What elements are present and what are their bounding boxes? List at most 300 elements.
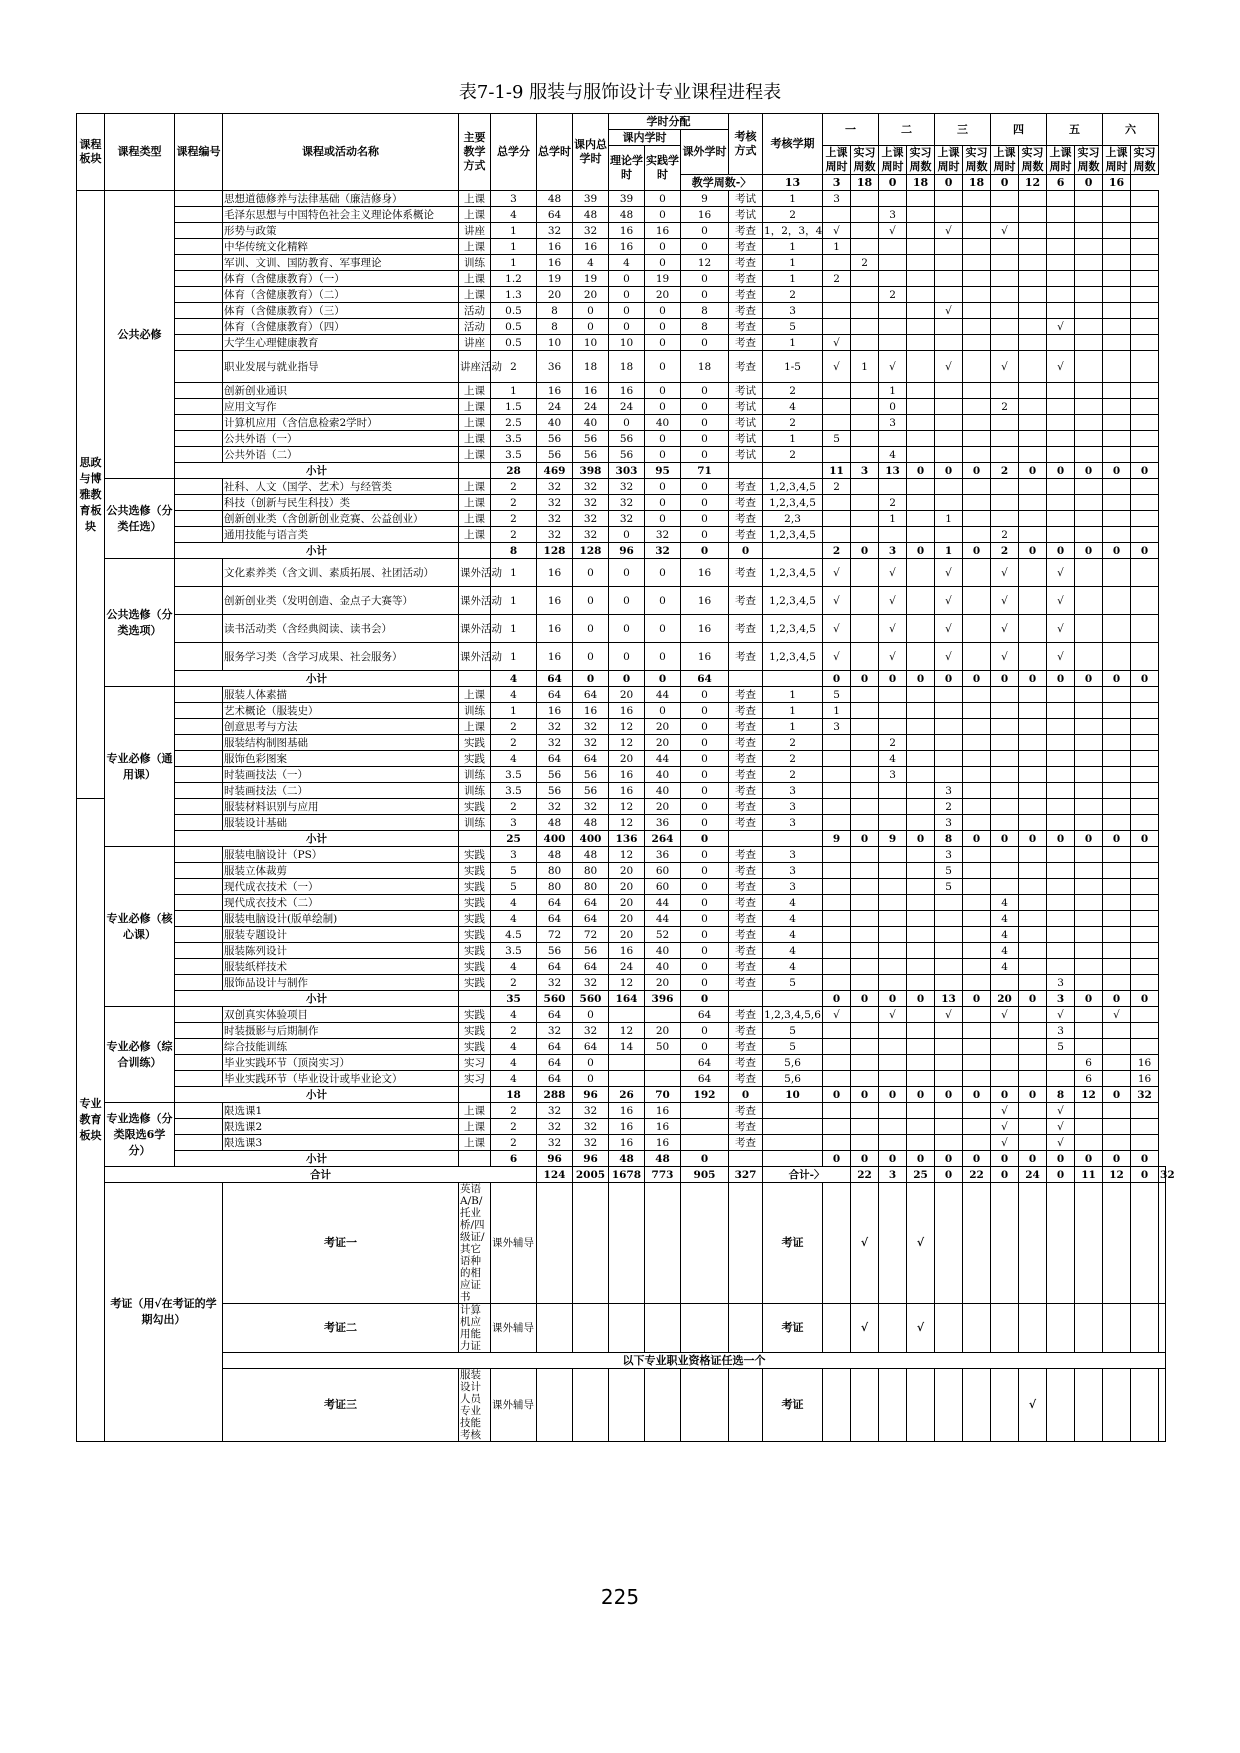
semester-cell bbox=[991, 271, 1019, 287]
out-hours-cell: 0 bbox=[681, 495, 729, 511]
semester-cell bbox=[935, 1135, 963, 1151]
semester-cell: √ bbox=[991, 1135, 1019, 1151]
course-code-cell bbox=[175, 1071, 223, 1087]
course-row bbox=[77, 447, 1166, 463]
semester-cell bbox=[1103, 383, 1131, 399]
semester-cell bbox=[1019, 943, 1047, 959]
semester-cell: 0 bbox=[1131, 463, 1159, 479]
semester-cell bbox=[1103, 255, 1131, 271]
theory-cell: 24 bbox=[609, 399, 645, 415]
course-type-cell: 公共选修（分类选项） bbox=[105, 559, 175, 687]
semester-cell bbox=[935, 1039, 963, 1055]
semester-cell bbox=[1131, 959, 1159, 975]
course-code-cell bbox=[175, 399, 223, 415]
semester-cell bbox=[1075, 287, 1103, 303]
credits-cell: 4 bbox=[491, 911, 537, 927]
semester-cell bbox=[1103, 1055, 1131, 1071]
semester-cell: 11 bbox=[823, 463, 851, 479]
mode-cell bbox=[459, 463, 491, 479]
cert-code: 考证一 bbox=[223, 1183, 459, 1304]
semester-cell bbox=[963, 815, 991, 831]
course-code-cell bbox=[175, 511, 223, 527]
credits-cell: 28 bbox=[491, 463, 537, 479]
semester-cell bbox=[1131, 1103, 1159, 1119]
semester-cell bbox=[1131, 815, 1159, 831]
semester-cell bbox=[1131, 527, 1159, 543]
out-hours-cell: 0 bbox=[681, 1039, 729, 1055]
in-total-cell: 0 bbox=[573, 615, 609, 643]
hours-cell: 64 bbox=[537, 895, 573, 911]
course-name-cell: 服饰色彩图案 bbox=[223, 751, 459, 767]
in-total-cell: 128 bbox=[573, 543, 609, 559]
out-hours-cell: 0 bbox=[681, 751, 729, 767]
exam-term-cell: 1,2,3,4,5 bbox=[763, 587, 823, 615]
semester-cell bbox=[823, 879, 851, 895]
semester-cell bbox=[1131, 479, 1159, 495]
exam-mode-cell: 考查 bbox=[729, 847, 763, 863]
out-hours-cell: 0 bbox=[681, 991, 729, 1007]
hours-cell: 72 bbox=[537, 927, 573, 943]
semester-cell bbox=[963, 751, 991, 767]
course-code-cell bbox=[175, 255, 223, 271]
semester-cell bbox=[1019, 911, 1047, 927]
semester-cell bbox=[1131, 239, 1159, 255]
semester-cell bbox=[963, 719, 991, 735]
exam-term-cell: 4 bbox=[763, 927, 823, 943]
course-name-cell: 中华传统文化精粹 bbox=[223, 239, 459, 255]
credits-cell: 3.5 bbox=[491, 783, 537, 799]
semester-cell: 0 bbox=[879, 399, 907, 415]
semester-cell bbox=[1047, 783, 1075, 799]
course-row bbox=[77, 207, 1166, 223]
semester-cell: 4 bbox=[991, 959, 1019, 975]
mode-cell: 实践 bbox=[459, 735, 491, 751]
semester-cell bbox=[851, 719, 879, 735]
semester-cell: 0 bbox=[851, 671, 879, 687]
semester-cell bbox=[1075, 335, 1103, 351]
cert-code: 考证二 bbox=[223, 1304, 459, 1353]
course-code-cell bbox=[175, 895, 223, 911]
theory-cell: 56 bbox=[609, 447, 645, 463]
mode-cell: 课外活动 bbox=[459, 587, 491, 615]
exam-term-cell: 2 bbox=[763, 447, 823, 463]
semester-cell bbox=[879, 799, 907, 815]
credits-cell: 1 bbox=[491, 239, 537, 255]
practice-cell: 60 bbox=[645, 863, 681, 879]
semester-cell bbox=[823, 975, 851, 991]
course-row bbox=[77, 643, 1166, 671]
theory-cell: 4 bbox=[609, 255, 645, 271]
semester-cell bbox=[1103, 527, 1131, 543]
semester-cell: 2 bbox=[823, 479, 851, 495]
exam-term-cell: 1,2,3,4,5 bbox=[763, 527, 823, 543]
semester-cell: 0 bbox=[823, 991, 851, 1007]
out-hours-cell: 0 bbox=[681, 943, 729, 959]
semester-cell bbox=[963, 927, 991, 943]
semester-cell bbox=[963, 735, 991, 751]
exam-term-cell bbox=[763, 543, 823, 559]
course-name-cell: 时装画技法（一） bbox=[223, 767, 459, 783]
hours-cell: 16 bbox=[537, 643, 573, 671]
header-lec: 上课周时 bbox=[879, 146, 907, 175]
hours-cell: 48 bbox=[537, 847, 573, 863]
semester-cell bbox=[879, 1103, 907, 1119]
theory-cell: 20 bbox=[609, 927, 645, 943]
semester-cell bbox=[907, 1007, 935, 1023]
out-hours-cell: 0 bbox=[681, 223, 729, 239]
in-total-cell: 96 bbox=[573, 1087, 609, 1103]
course-row bbox=[77, 1119, 1166, 1135]
semester-cell bbox=[1103, 287, 1131, 303]
semester-cell bbox=[851, 1071, 879, 1087]
semester-cell bbox=[1103, 1039, 1131, 1055]
page-number: 225 bbox=[600, 1585, 640, 1609]
theory-cell: 16 bbox=[609, 783, 645, 799]
course-code-cell bbox=[175, 943, 223, 959]
course-row bbox=[77, 895, 1166, 911]
empty-cell bbox=[729, 1369, 763, 1442]
semester-cell bbox=[963, 767, 991, 783]
theory-cell: 18 bbox=[609, 351, 645, 383]
subtotal-row bbox=[77, 1087, 1166, 1103]
semester-cell: 0 bbox=[1075, 543, 1103, 559]
weeks-value: 3 bbox=[823, 175, 851, 191]
semester-cell: √ bbox=[991, 615, 1019, 643]
semester-cell: 9 bbox=[823, 831, 851, 847]
semester-cell bbox=[907, 447, 935, 463]
exam-term-cell: 3 bbox=[763, 847, 823, 863]
in-total-cell: 16 bbox=[573, 239, 609, 255]
cert-exam: 考证 bbox=[763, 1304, 823, 1353]
exam-mode-cell: 考查 bbox=[729, 223, 763, 239]
in-total-cell: 48 bbox=[573, 847, 609, 863]
semester-cell: √ bbox=[1047, 587, 1075, 615]
hours-cell: 32 bbox=[537, 223, 573, 239]
semester-cell bbox=[907, 287, 935, 303]
in-total-cell: 0 bbox=[573, 1071, 609, 1087]
exam-term-cell: 3 bbox=[763, 783, 823, 799]
practice-cell: 36 bbox=[645, 815, 681, 831]
semester-cell bbox=[1019, 271, 1047, 287]
semester-cell: √ bbox=[823, 643, 851, 671]
out-hours-cell: 16 bbox=[681, 559, 729, 587]
out-hours-cell: 0 bbox=[681, 847, 729, 863]
practice-cell: 20 bbox=[645, 1023, 681, 1039]
hours-cell: 56 bbox=[537, 431, 573, 447]
credits-cell: 1.3 bbox=[491, 287, 537, 303]
practice-cell: 0 bbox=[645, 239, 681, 255]
credits-cell: 3.5 bbox=[491, 431, 537, 447]
semester-cell: 5 bbox=[935, 863, 963, 879]
semester-cell bbox=[879, 975, 907, 991]
credits-cell: 4 bbox=[491, 751, 537, 767]
in-total-cell: 32 bbox=[573, 1119, 609, 1135]
semester-cell: 4 bbox=[879, 447, 907, 463]
hours-cell: 64 bbox=[537, 687, 573, 703]
hours-cell: 40 bbox=[537, 415, 573, 431]
course-code-cell bbox=[175, 975, 223, 991]
semester-cell bbox=[1103, 943, 1131, 959]
course-row bbox=[77, 527, 1166, 543]
semester-cell bbox=[1075, 767, 1103, 783]
semester-cell bbox=[935, 719, 963, 735]
semester-cell bbox=[991, 687, 1019, 703]
semester-cell bbox=[991, 191, 1019, 207]
practice-cell bbox=[645, 1071, 681, 1087]
semester-cell bbox=[991, 447, 1019, 463]
semester-cell bbox=[1103, 511, 1131, 527]
semester-cell bbox=[823, 527, 851, 543]
semester-cell bbox=[879, 319, 907, 335]
semester-cell bbox=[907, 303, 935, 319]
credits-cell: 1 bbox=[491, 255, 537, 271]
course-row bbox=[77, 1023, 1166, 1039]
exam-mode-cell: 考查 bbox=[729, 975, 763, 991]
semester-cell bbox=[963, 303, 991, 319]
in-total-cell: 560 bbox=[573, 991, 609, 1007]
semester-cell: 0 bbox=[851, 1151, 879, 1167]
course-code-cell bbox=[175, 559, 223, 587]
semester-cell: 1 bbox=[935, 543, 963, 559]
practice-cell: 0 bbox=[645, 191, 681, 207]
semester-cell bbox=[1019, 239, 1047, 255]
semester-cell bbox=[907, 1023, 935, 1039]
course-name-cell: 读书活动类（含经典阅读、读书会） bbox=[223, 615, 459, 643]
theory-cell: 20 bbox=[609, 751, 645, 767]
course-name-cell: 限选课3 bbox=[223, 1135, 459, 1151]
credits-cell: 2 bbox=[491, 1023, 537, 1039]
semester-cell bbox=[963, 527, 991, 543]
mode-cell: 上课 bbox=[459, 719, 491, 735]
total-semester: 12 bbox=[1103, 1167, 1131, 1183]
semester-cell bbox=[879, 879, 907, 895]
semester-cell: √ bbox=[935, 1007, 963, 1023]
exam-mode-cell: 考查 bbox=[729, 271, 763, 287]
exam-mode-cell bbox=[729, 463, 763, 479]
mode-cell: 实践 bbox=[459, 1007, 491, 1023]
header-prac: 实习周数 bbox=[907, 146, 935, 175]
semester-cell bbox=[1075, 719, 1103, 735]
header-prac: 实习周数 bbox=[1075, 146, 1103, 175]
exam-mode-cell: 考试 bbox=[729, 191, 763, 207]
course-name-cell: 毕业实践环节（毕业设计或毕业论文） bbox=[223, 1071, 459, 1087]
course-row bbox=[77, 847, 1166, 863]
semester-cell: 0 bbox=[1019, 831, 1047, 847]
practice-cell: 0 bbox=[645, 643, 681, 671]
semester-cell: 0 bbox=[963, 991, 991, 1007]
semester-cell bbox=[1019, 223, 1047, 239]
cert-semester bbox=[907, 1369, 935, 1442]
semester-cell bbox=[1103, 879, 1131, 895]
semester-cell bbox=[907, 1071, 935, 1087]
theory-cell: 16 bbox=[609, 1119, 645, 1135]
semester-cell: √ bbox=[879, 587, 907, 615]
course-name-cell: 军训、文训、国防教育、军事理论 bbox=[223, 255, 459, 271]
out-hours-cell: 8 bbox=[681, 303, 729, 319]
course-row bbox=[77, 559, 1166, 587]
semester-cell bbox=[963, 1135, 991, 1151]
out-hours-cell: 0 bbox=[681, 335, 729, 351]
mode-cell: 实践 bbox=[459, 1039, 491, 1055]
semester-cell bbox=[991, 799, 1019, 815]
semester-cell bbox=[907, 975, 935, 991]
semester-cell bbox=[1131, 943, 1159, 959]
credits-cell: 2.5 bbox=[491, 415, 537, 431]
mode-cell: 实践 bbox=[459, 879, 491, 895]
semester-cell bbox=[991, 719, 1019, 735]
exam-term-cell bbox=[763, 1103, 823, 1119]
semester-cell bbox=[1131, 447, 1159, 463]
cert-mode: 课外辅导 bbox=[491, 1369, 537, 1442]
theory-cell: 12 bbox=[609, 847, 645, 863]
cert-semester bbox=[1075, 1369, 1103, 1442]
semester-cell bbox=[1047, 431, 1075, 447]
semester-cell: 3 bbox=[879, 543, 907, 559]
theory-cell: 56 bbox=[609, 431, 645, 447]
semester-cell: 0 bbox=[879, 671, 907, 687]
mode-cell: 上课 bbox=[459, 1103, 491, 1119]
semester-cell bbox=[823, 1135, 851, 1151]
credits-cell: 3.5 bbox=[491, 767, 537, 783]
practice-cell: 16 bbox=[645, 1119, 681, 1135]
out-hours-cell: 0 bbox=[681, 895, 729, 911]
semester-cell bbox=[823, 783, 851, 799]
course-name-cell: 创新创业类（发明创造、金点子大赛等） bbox=[223, 587, 459, 615]
in-total-cell: 39 bbox=[573, 191, 609, 207]
credits-cell: 5 bbox=[491, 863, 537, 879]
semester-cell bbox=[1047, 767, 1075, 783]
semester-cell bbox=[991, 975, 1019, 991]
theory-cell: 0 bbox=[609, 415, 645, 431]
semester-cell bbox=[879, 479, 907, 495]
cert-semester: √ bbox=[1019, 1369, 1047, 1442]
hours-cell: 48 bbox=[537, 815, 573, 831]
semester-cell bbox=[935, 687, 963, 703]
semester-cell bbox=[1019, 879, 1047, 895]
cert-semester bbox=[1047, 1369, 1075, 1442]
semester-cell bbox=[851, 879, 879, 895]
semester-cell: 0 bbox=[907, 671, 935, 687]
semester-cell bbox=[963, 643, 991, 671]
empty-cell bbox=[573, 1304, 609, 1353]
semester-cell bbox=[991, 255, 1019, 271]
semester-cell bbox=[1047, 863, 1075, 879]
course-row bbox=[77, 495, 1166, 511]
cert-semester bbox=[1047, 1304, 1075, 1353]
theory-cell: 20 bbox=[609, 879, 645, 895]
course-row bbox=[77, 927, 1166, 943]
out-hours-cell: 64 bbox=[681, 1055, 729, 1071]
semester-cell: 2 bbox=[991, 543, 1019, 559]
mode-cell: 实践 bbox=[459, 863, 491, 879]
course-code-cell bbox=[175, 687, 223, 703]
out-hours-cell: 0 bbox=[681, 1151, 729, 1167]
cert-semester bbox=[879, 1369, 907, 1442]
course-name-cell: 服饰品设计与制作 bbox=[223, 975, 459, 991]
theory-cell: 0 bbox=[609, 271, 645, 287]
semester-cell bbox=[1131, 351, 1159, 383]
semester-cell bbox=[991, 511, 1019, 527]
semester-cell bbox=[851, 431, 879, 447]
semester-cell bbox=[823, 1039, 851, 1055]
cert-mode: 课外辅导 bbox=[491, 1183, 537, 1304]
semester-cell bbox=[963, 447, 991, 463]
semester-cell bbox=[851, 399, 879, 415]
semester-cell bbox=[1103, 399, 1131, 415]
semester-cell bbox=[991, 751, 1019, 767]
empty-cell bbox=[681, 1369, 729, 1442]
hours-cell: 16 bbox=[537, 383, 573, 399]
hours-cell: 560 bbox=[537, 991, 573, 1007]
practice-cell: 52 bbox=[645, 927, 681, 943]
semester-cell bbox=[1131, 879, 1159, 895]
hours-cell: 56 bbox=[537, 943, 573, 959]
semester-cell: √ bbox=[823, 587, 851, 615]
practice-cell bbox=[645, 1055, 681, 1071]
mode-cell: 上课 bbox=[459, 1119, 491, 1135]
cert-semester bbox=[935, 1183, 963, 1304]
exam-term-cell: 1 bbox=[763, 431, 823, 447]
board-group-cell: 专业教育板块 bbox=[77, 799, 105, 1442]
course-name-cell: 服装纸样技术 bbox=[223, 959, 459, 975]
credits-cell: 4 bbox=[491, 895, 537, 911]
in-total-cell: 16 bbox=[573, 383, 609, 399]
total-semester: 0 bbox=[935, 1167, 963, 1183]
semester-cell bbox=[1019, 447, 1047, 463]
semester-cell bbox=[963, 1119, 991, 1135]
semester-cell bbox=[1019, 319, 1047, 335]
semester-cell bbox=[851, 815, 879, 831]
semester-cell bbox=[935, 911, 963, 927]
semester-cell: 16 bbox=[1131, 1071, 1159, 1087]
exam-term-cell: 1,2,3,4,5 bbox=[763, 495, 823, 511]
exam-term-cell: 3 bbox=[763, 799, 823, 815]
semester-cell bbox=[1047, 911, 1075, 927]
semester-cell: 0 bbox=[851, 991, 879, 1007]
course-row bbox=[77, 223, 1166, 239]
course-row bbox=[77, 587, 1166, 615]
semester-cell bbox=[1075, 479, 1103, 495]
exam-mode-cell: 考查 bbox=[729, 783, 763, 799]
theory-cell: 0 bbox=[609, 303, 645, 319]
semester-cell bbox=[851, 895, 879, 911]
semester-cell bbox=[851, 223, 879, 239]
practice-cell: 20 bbox=[645, 287, 681, 303]
cert-semester bbox=[879, 1183, 907, 1304]
course-row bbox=[77, 783, 1166, 799]
exam-term-cell: 2 bbox=[763, 383, 823, 399]
semester-cell bbox=[963, 319, 991, 335]
semester-cell bbox=[823, 1103, 851, 1119]
out-hours-cell: 0 bbox=[681, 687, 729, 703]
in-total-cell: 32 bbox=[573, 511, 609, 527]
semester-cell bbox=[963, 239, 991, 255]
semester-cell bbox=[963, 703, 991, 719]
mode-cell: 训练 bbox=[459, 783, 491, 799]
semester-cell bbox=[1019, 643, 1047, 671]
semester-cell bbox=[963, 863, 991, 879]
hours-cell: 288 bbox=[537, 1087, 573, 1103]
semester-cell bbox=[1047, 1055, 1075, 1071]
semester-cell bbox=[1075, 735, 1103, 751]
course-row bbox=[77, 303, 1166, 319]
semester-cell bbox=[1103, 799, 1131, 815]
semester-cell: 32 bbox=[1131, 1087, 1159, 1103]
semester-cell bbox=[907, 239, 935, 255]
semester-cell bbox=[1075, 1103, 1103, 1119]
semester-cell bbox=[823, 1023, 851, 1039]
semester-cell: √ bbox=[991, 1119, 1019, 1135]
